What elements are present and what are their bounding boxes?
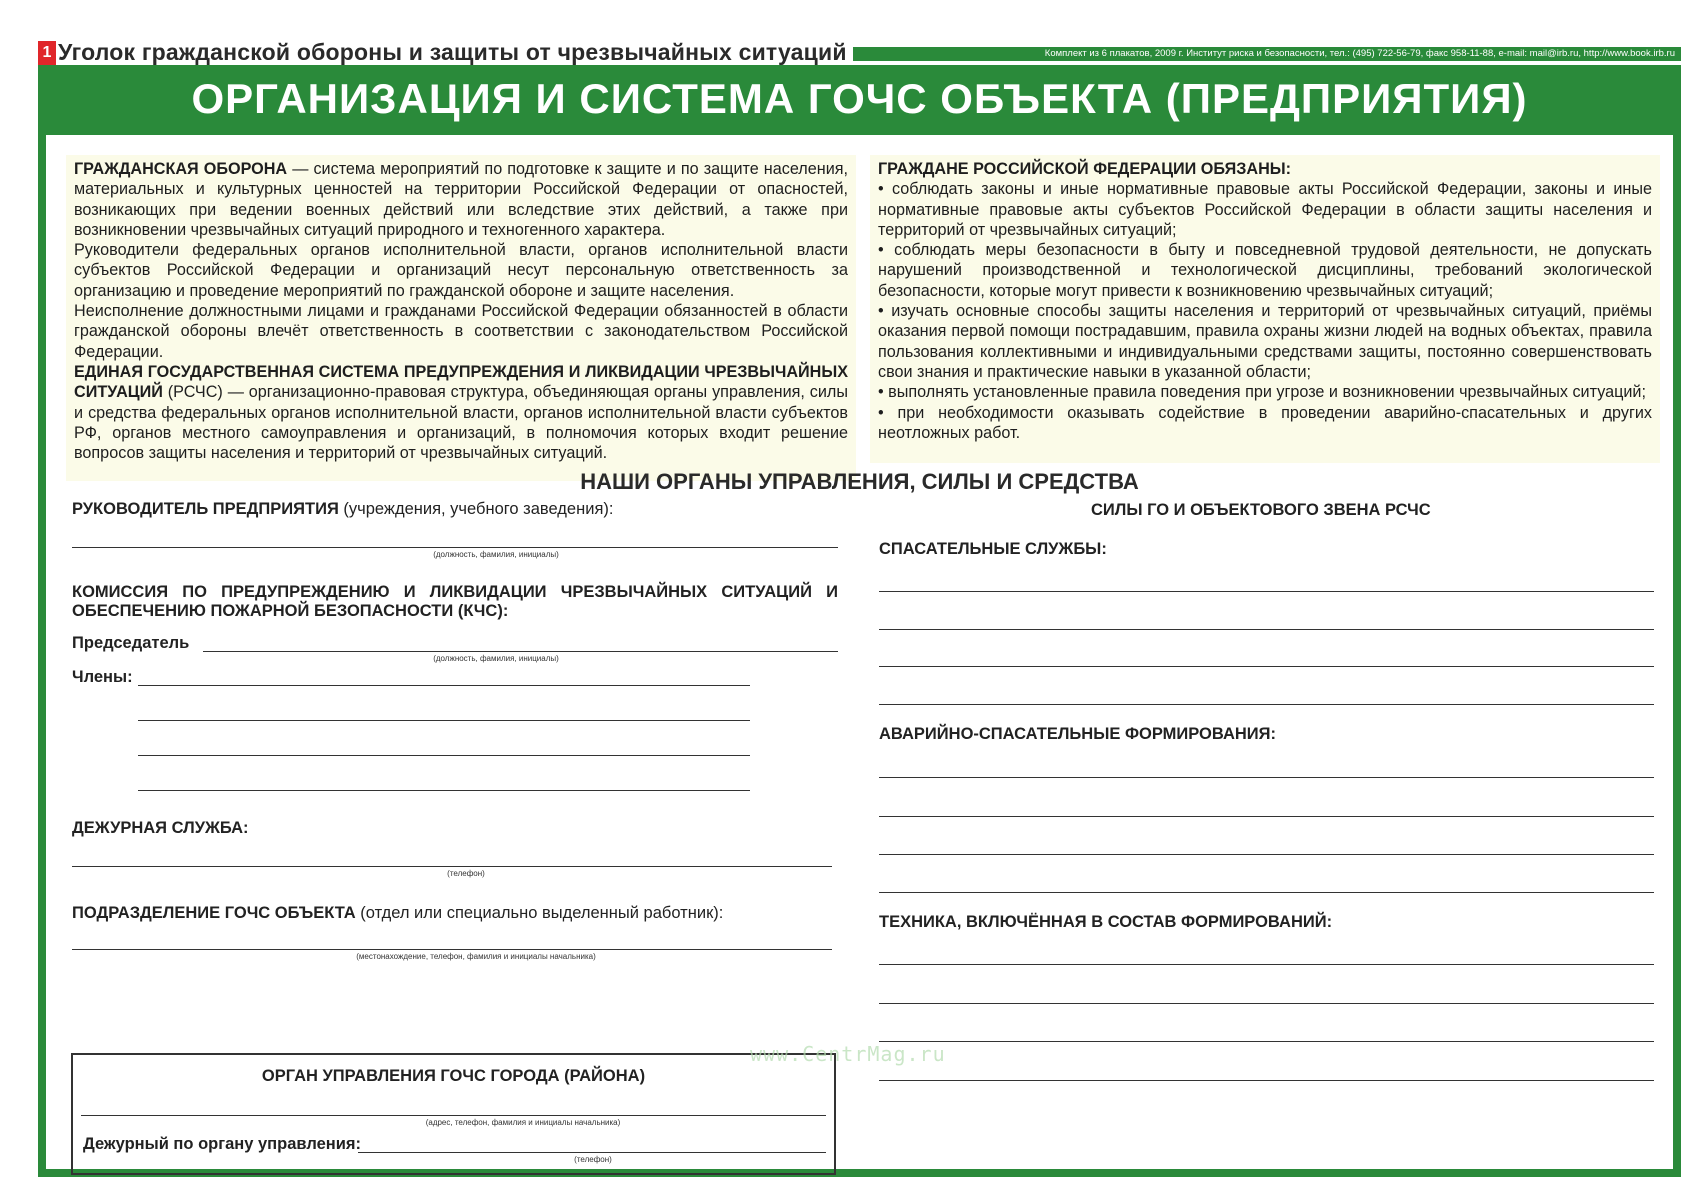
equipment-field[interactable]	[879, 964, 1654, 965]
duty-item: • соблюдать меры безопасности в быту и повседневной трудовой деятельности, не допускать нарушений производственной и технологической дисциплины, требований экологической безопасности, которые могут привести к возникновению чрезвычайных ситуаций;	[878, 241, 1652, 300]
duty-item: • при необходимости оказывать содействие в проведении аварийно-спасательных и других неотложных работ.	[878, 403, 1652, 442]
member-field[interactable]	[138, 720, 750, 721]
liability-text: Неисполнение должностными лицами и гражданами Российской Федерации обязанностей в области гражданской обороны влечёт ответственность в соответствии с законодательством Российской Федерации.	[74, 302, 848, 361]
member-field[interactable]	[138, 790, 750, 791]
rescue-formations-field[interactable]	[879, 892, 1654, 893]
rschs-term: ЕДИНАЯ ГОСУДАРСТВЕННАЯ СИСТЕМА ПРЕДУПРЕЖДЕНИЯ И ЛИКВИДАЦИИ ЧРЕЗВЫЧАЙНЫХ СИТУАЦИЙ	[74, 362, 848, 402]
duty-service-field[interactable]	[72, 866, 832, 867]
rschs-definition	[74, 362, 848, 463]
citizens-duties	[870, 155, 1660, 463]
enterprise-head-label: РУКОВОДИТЕЛЬ ПРЕДПРИЯТИЯ (учреждения, учебного заведения):	[72, 500, 614, 518]
duty-officer-field[interactable]	[358, 1152, 826, 1153]
duty-officer-label: Дежурный по органу управления:	[83, 1135, 361, 1153]
rescue-formations-field[interactable]	[879, 816, 1654, 817]
field-caption: (должность, фамилия, инициалы)	[433, 654, 559, 663]
leaders-responsibility: Руководители федеральных органов исполнительной власти, органов исполнительной власти субъектов Российской Федерации и организаций несут персональную ответственность за организацию и проведение мероприятий по гражданской обороне и защите населения.	[74, 241, 848, 300]
chairman-label: Председатель	[72, 634, 190, 652]
rescue-services-field[interactable]	[879, 704, 1654, 705]
rescue-services-field[interactable]	[879, 591, 1654, 592]
section-title: НАШИ ОРГАНЫ УПРАВЛЕНИЯ, СИЛЫ И СРЕДСТВА	[580, 469, 1139, 494]
rescue-services-field[interactable]	[879, 629, 1654, 630]
go-text: — система мероприятий по подготовке к защите и по защите населения, материальных и культурных ценностей на территории Российской Федерации от опасностей, возникающих при ведении военных действий или вследствие этих действий, а также при возникновении чрезвычайных ситуаций природного и техногенного характера.	[74, 160, 848, 239]
forces-title: СИЛЫ ГО И ОБЪЕКТОВОГО ЗВЕНА РСЧС	[1091, 501, 1431, 519]
poster-series-title: Уголок гражданской обороны и защиты от чрезвычайных ситуаций	[58, 39, 847, 65]
poster-frame	[38, 27, 1681, 1177]
enterprise-head-field[interactable]	[72, 547, 838, 548]
duty-service-label: ДЕЖУРНАЯ СЛУЖБА:	[72, 819, 249, 837]
members-label: Члены:	[72, 668, 133, 686]
equipment-field[interactable]	[879, 1080, 1654, 1081]
poster-body	[46, 135, 1673, 1169]
rescue-services-label: СПАСАТЕЛЬНЫЕ СЛУЖБЫ:	[879, 540, 1107, 558]
rescue-services-field[interactable]	[879, 666, 1654, 667]
poster-title: ОРГАНИЗАЦИЯ И СИСТЕМА ГОЧС ОБЪЕКТА (ПРЕДПРИЯТИЯ)	[191, 75, 1528, 122]
watermark: www.CentrMag.ru	[750, 1042, 946, 1066]
city-gochs-title: ОРГАН УПРАВЛЕНИЯ ГОЧС ГОРОДА (РАЙОНА)	[261, 1067, 646, 1085]
page-number-badge: 1	[38, 41, 56, 65]
chairman-field[interactable]	[203, 651, 838, 652]
gochs-unit-field[interactable]	[72, 949, 832, 950]
field-caption: (телефон)	[574, 1155, 612, 1164]
rescue-formations-label: АВАРИЙНО-СПАСАТЕЛЬНЫЕ ФОРМИРОВАНИЯ:	[879, 725, 1277, 743]
top-strip	[38, 27, 1681, 65]
rescue-formations-field[interactable]	[879, 777, 1654, 778]
gochs-unit-label: ПОДРАЗДЕЛЕНИЕ ГОЧС ОБЪЕКТА (отдел или специально выделенный работник):	[72, 904, 724, 922]
rschs-text: (РСЧС) — организационно-правовая структура, объединяющая органы управления, силы и средства федеральных органов исполнительной власти, органов исполнительной власти субъектов РФ, органов местного самоуправления и организаций, в полномочия которых входит решение вопросов защиты населения и территорий от чрезвычайных ситуаций.	[74, 383, 848, 463]
equipment-label: ТЕХНИКА, ВКЛЮЧЁННАЯ В СОСТАВ ФОРМИРОВАНИЙ:	[879, 913, 1333, 931]
duty-item: • выполнять установленные правила поведения при угрозе и возникновении чрезвычайных ситуаций;	[878, 383, 1646, 402]
equipment-field[interactable]	[879, 1003, 1654, 1004]
field-caption: (адрес, телефон, фамилия и инициалы начальника)	[425, 1118, 621, 1127]
kchs-label: КОМИССИЯ ПО ПРЕДУПРЕЖДЕНИЮ И ЛИКВИДАЦИИ ЧРЕЗВЫЧАЙНЫХ СИТУАЦИЙ И ОБЕСПЕЧЕНИЮ ПОЖАРНОЙ БЕЗОПАСНОСТИ (КЧС):	[72, 583, 838, 620]
field-caption: (местонахождение, телефон, фамилия и инициалы начальника)	[356, 952, 596, 961]
go-definition	[74, 159, 848, 240]
member-field[interactable]	[138, 685, 750, 686]
duty-item: • соблюдать законы и иные нормативные правовые акты Российской Федерации, законы и иные нормативные правовые акты субъектов Российской Федерации в области защиты населения и территорий от чрезвычайных ситуаций;	[878, 180, 1652, 239]
field-caption: (должность, фамилия, инициалы)	[433, 550, 559, 559]
equipment-field[interactable]	[879, 1041, 1654, 1042]
civil-defense-definitions	[66, 155, 856, 481]
go-term: ГРАЖДАНСКАЯ ОБОРОНА	[74, 160, 288, 178]
city-gochs-field[interactable]	[81, 1115, 826, 1116]
duties-heading: ГРАЖДАНЕ РОССИЙСКОЙ ФЕДЕРАЦИИ ОБЯЗАНЫ:	[878, 160, 1292, 178]
rescue-formations-field[interactable]	[879, 854, 1654, 855]
city-gochs-box	[71, 1053, 836, 1175]
field-caption: (телефон)	[447, 869, 485, 878]
publisher-info: Комплект из 6 плакатов, 2009 г. Институт риска и безопасности, тел.: (495) 722-56-79, факс 958-11-88, e-mail: mail@irb.ru, http://www.book.irb.ru	[853, 47, 1681, 61]
member-field[interactable]	[138, 755, 750, 756]
duty-item: • изучать основные способы защиты населения и территорий от чрезвычайных ситуаций, приёмы оказания первой помощи пострадавшим, правила охраны жизни людей на водных объектах, правила пользования коллективными и индивидуальными средствами защиты, постоянно совершенствовать свои знания и практические навыки в указанной области;	[878, 302, 1652, 381]
